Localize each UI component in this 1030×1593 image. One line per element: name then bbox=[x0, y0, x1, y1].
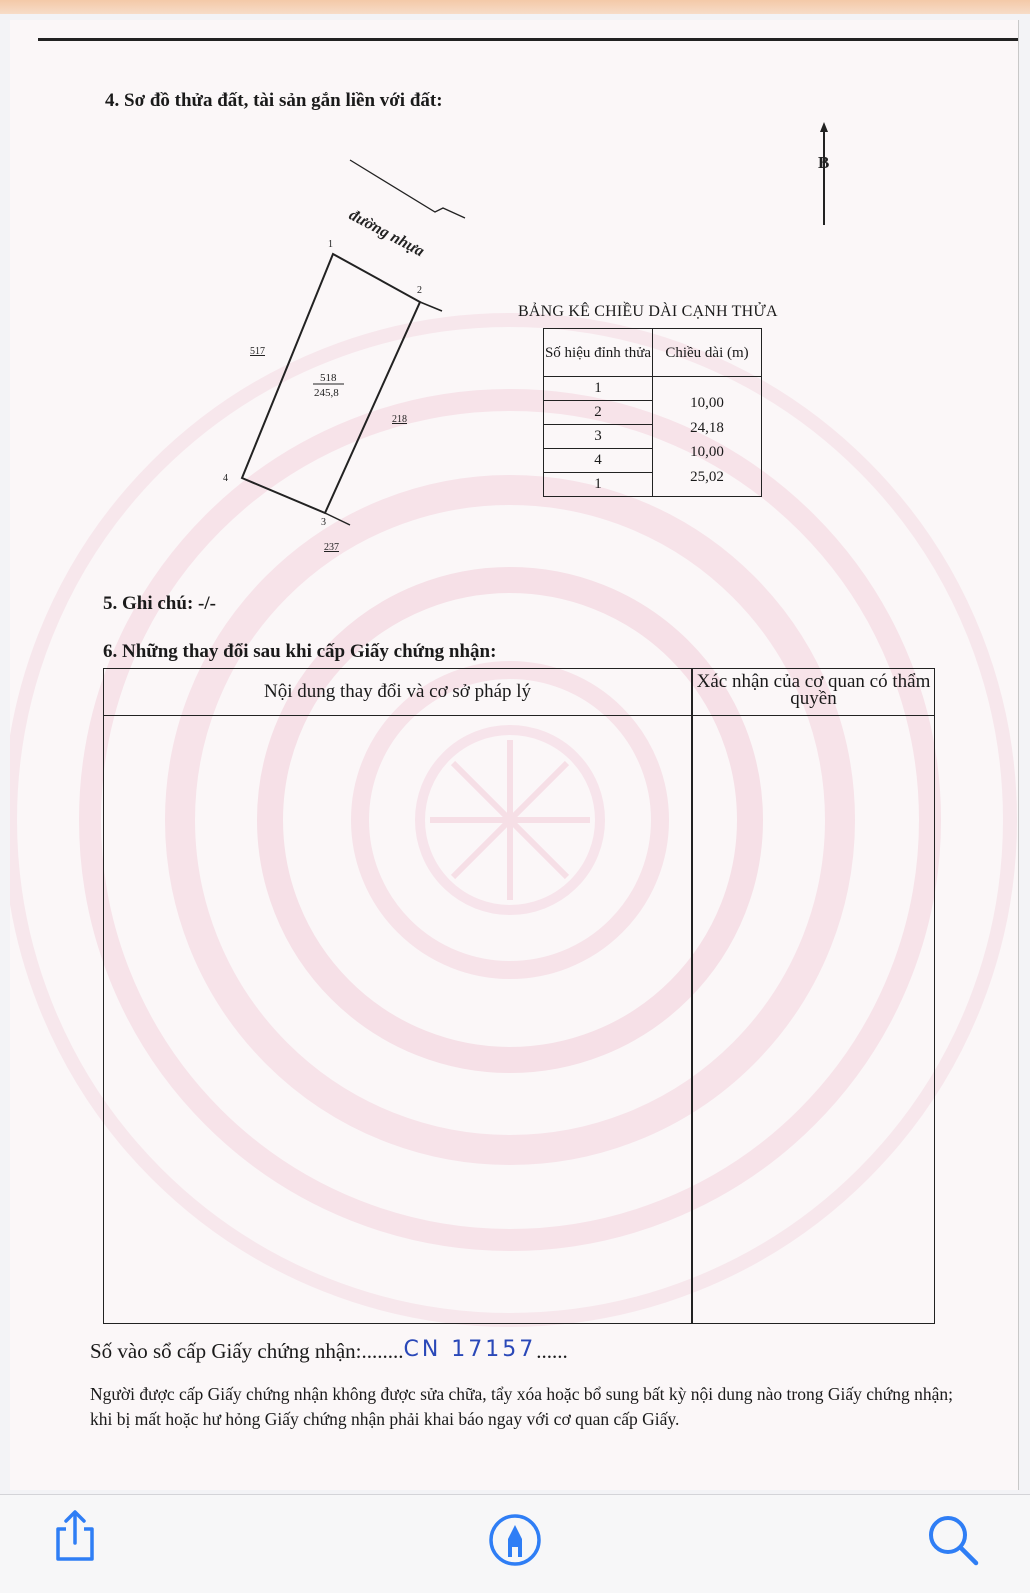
parcel-extension bbox=[325, 513, 350, 525]
road-edge bbox=[350, 160, 465, 218]
neighbor-parcel-label: 218 bbox=[392, 414, 407, 425]
compass-label: B bbox=[818, 153, 830, 172]
share-icon[interactable] bbox=[50, 1509, 100, 1563]
edge-table-header: Chiều dài (m) bbox=[653, 329, 762, 377]
changes-table bbox=[103, 668, 935, 1324]
markup-icon[interactable] bbox=[488, 1513, 542, 1567]
vertex-cell: 1 bbox=[544, 377, 653, 401]
edge-table-title: BẢNG KÊ CHIỀU DÀI CẠNH THỬA bbox=[518, 303, 778, 320]
registration-label: Số vào sổ cấp Giấy chứng nhận: bbox=[90, 1339, 362, 1363]
top-border-band bbox=[0, 0, 1030, 14]
vertex-label: 1 bbox=[328, 239, 333, 250]
registration-dots: ........ bbox=[361, 1339, 404, 1363]
section-4-heading: 4. Sơ đồ thửa đất, tài sản gắn liền với đất: bbox=[105, 90, 443, 111]
search-icon[interactable] bbox=[926, 1513, 980, 1567]
neighbor-parcel-label: 237 bbox=[324, 542, 339, 553]
section-5-heading: 5. Ghi chú: -/- bbox=[103, 593, 216, 614]
length-value: 24,18 bbox=[690, 419, 724, 436]
parcel-area: 245,8 bbox=[314, 387, 339, 399]
length-value: 25,02 bbox=[690, 468, 724, 485]
vertex-cell: 2 bbox=[544, 401, 653, 425]
bottom-toolbar bbox=[0, 1494, 1030, 1593]
vertex-label: 2 bbox=[417, 285, 422, 296]
edge-length-table bbox=[543, 328, 762, 497]
registration-number: CN 17157 bbox=[403, 1337, 537, 1362]
length-value: 10,00 bbox=[690, 395, 724, 411]
length-value: 10,00 bbox=[690, 444, 724, 460]
parcel-number: 518 bbox=[320, 372, 337, 384]
vertex-cell: 1 bbox=[544, 473, 653, 497]
vertex-label: 4 bbox=[223, 473, 228, 484]
parcel-extension bbox=[420, 302, 442, 311]
legal-notice: Người được cấp Giấy chứng nhận không được sửa chữa, tẩy xóa hoặc bổ sung bất kỳ nội dung nào trong Giấy chứng nhận; khi bị mất hoặc hư hỏng Giấy chứng nhận phải khai báo ngay với cơ quan cấp Giấy. bbox=[90, 1384, 953, 1429]
vertex-cell: 3 bbox=[544, 425, 653, 449]
lengths-cell bbox=[653, 377, 762, 497]
registration-line bbox=[90, 1339, 568, 1364]
road-label: đường nhựa bbox=[346, 206, 427, 261]
edge-table-header: Số hiệu đỉnh thửa bbox=[544, 329, 653, 377]
changes-col-confirmation: Xác nhận của cơ quan có thẩm quyền bbox=[696, 671, 931, 709]
changes-table-divider bbox=[691, 669, 693, 1323]
changes-col-content: Nội dung thay đổi và cơ sở pháp lý bbox=[263, 681, 532, 702]
vertex-cell: 4 bbox=[544, 449, 653, 473]
section-6-heading: 6. Những thay đổi sau khi cấp Giấy chứng nhận: bbox=[103, 641, 497, 662]
neighbor-parcel-label: 517 bbox=[250, 346, 265, 357]
north-arrow-icon bbox=[820, 122, 828, 225]
certificate-page bbox=[10, 20, 1019, 1490]
registration-dots: ...... bbox=[536, 1339, 568, 1363]
vertex-label: 3 bbox=[321, 517, 326, 528]
plot-diagram bbox=[10, 20, 1018, 620]
